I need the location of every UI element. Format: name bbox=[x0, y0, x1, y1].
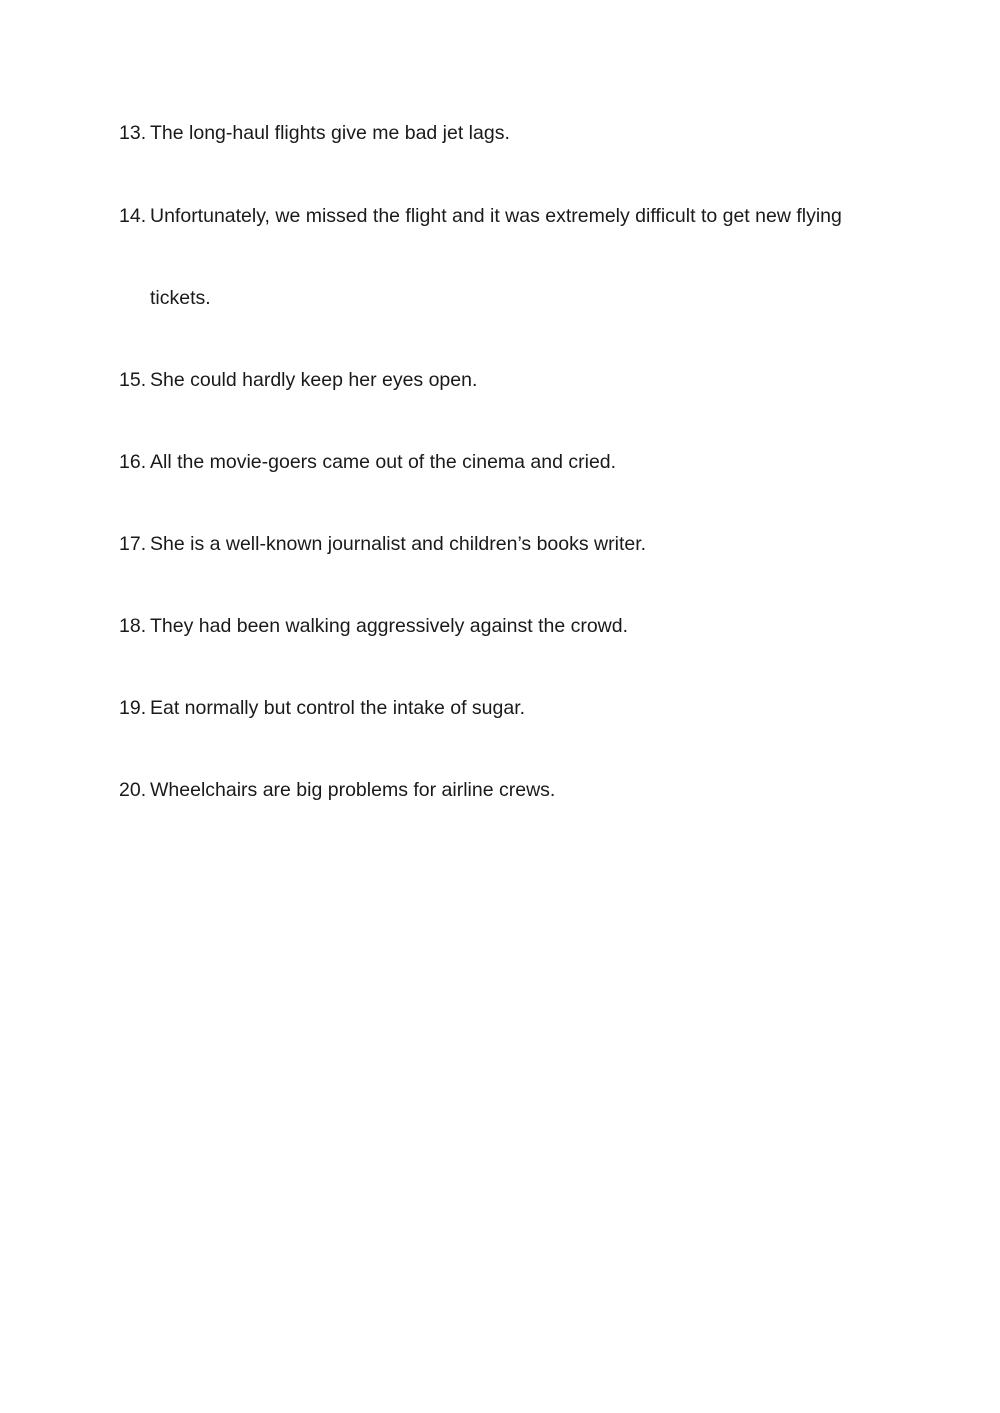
sentence-item-14 bbox=[119, 175, 899, 339]
sentence-item-20 bbox=[119, 749, 899, 831]
item-text: They had been walking aggressively against the crowd. bbox=[150, 615, 629, 637]
item-number: 18. bbox=[119, 615, 147, 637]
item-number: 19. bbox=[119, 697, 147, 719]
sentence-item-18 bbox=[119, 585, 899, 667]
sentence-item-16 bbox=[119, 421, 899, 503]
item-number: 16. bbox=[119, 451, 147, 473]
item-text: Eat normally but control the intake of sugar. bbox=[150, 697, 526, 719]
item-text: The long-haul flights give me bad jet lags. bbox=[150, 122, 510, 144]
item-number: 13. bbox=[119, 122, 147, 144]
item-number: 15. bbox=[119, 369, 147, 391]
item-text: All the movie-goers came out of the cinema and cried. bbox=[150, 451, 617, 473]
item-line-1 bbox=[119, 175, 899, 257]
item-text-line-2: tickets. bbox=[150, 287, 211, 309]
item-text-line-1: Unfortunately, we missed the flight and it was extremely difficult to get new flying bbox=[150, 205, 842, 227]
item-text: Wheelchairs are big problems for airline crews. bbox=[150, 779, 556, 801]
sentence-item-13 bbox=[119, 92, 899, 174]
sentence-item-17 bbox=[119, 503, 899, 585]
sentence-item-15 bbox=[119, 339, 899, 421]
item-text: She is a well-known journalist and children’s books writer. bbox=[150, 533, 647, 555]
item-text: She could hardly keep her eyes open. bbox=[150, 369, 478, 391]
item-number: 20. bbox=[119, 779, 147, 801]
item-number: 14. bbox=[119, 205, 147, 227]
item-number: 17. bbox=[119, 533, 147, 555]
sentence-item-19 bbox=[119, 667, 899, 749]
